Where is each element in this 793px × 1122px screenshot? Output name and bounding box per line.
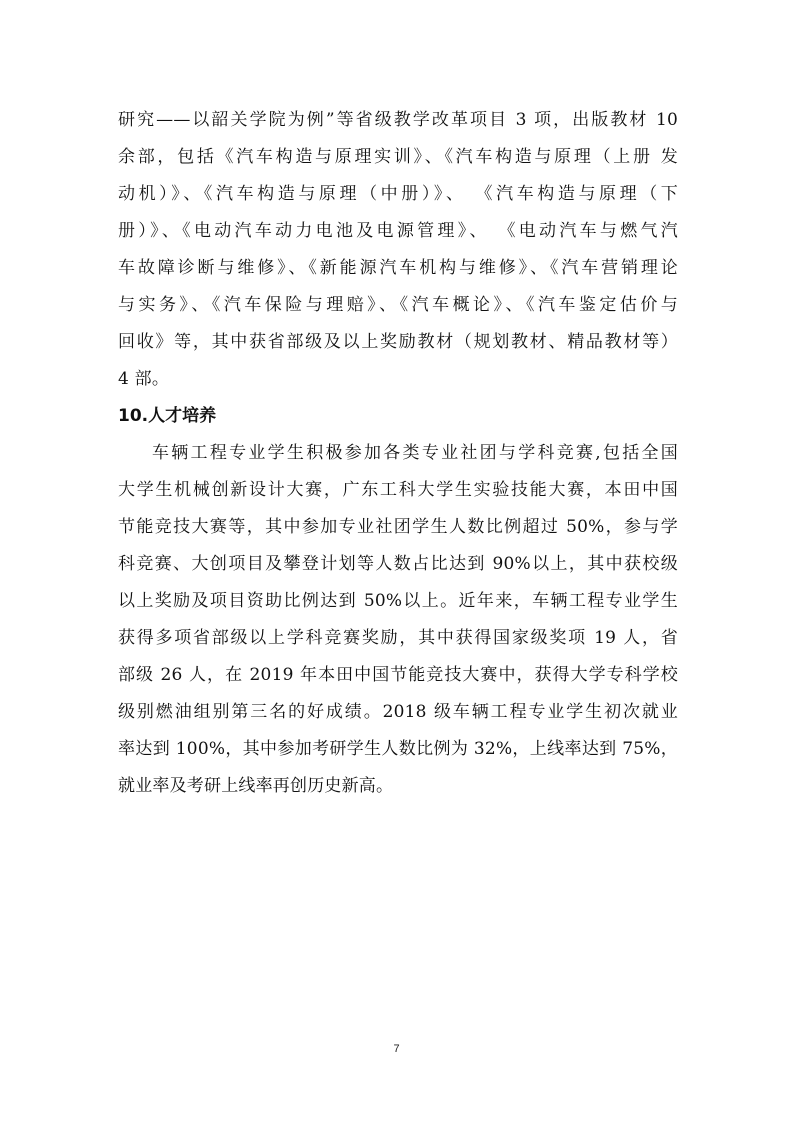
text-line: 大学生机械创新设计大赛，广东工科大学生实验技能大赛，本田中国 <box>118 480 678 500</box>
text-line: 册）》、《电动汽车动力电池及电源管理》、 《电动汽车与燃气汽 <box>118 221 678 241</box>
paragraph-talent-cultivation <box>118 435 678 805</box>
text-line: 级别燃油组别第三名的好成绩。2018 级车辆工程专业学生初次就业 <box>118 702 678 722</box>
text-line: 节能竞技大赛等，其中参加专业社团学生人数比例超过 50%，参与学 <box>118 517 678 537</box>
text-line: 以上奖励及项目资助比例达到 50%以上。近年来，车辆工程专业学生 <box>118 591 678 611</box>
text-line: 就业率及考研上线率再创历史新高。 <box>118 776 394 796</box>
text-line: 科竞赛、大创项目及攀登计划等人数占比达到 90%以上，其中获校级 <box>118 554 678 574</box>
text-line: 车故障诊断与维修》、《新能源汽车机构与维修》、《汽车营销理论 <box>118 258 678 278</box>
text-line: 车辆工程专业学生积极参加各类专业社团与学科竞赛,包括全国 <box>152 443 678 463</box>
section-heading: 10.人才培养 <box>118 406 217 426</box>
text-line: 回收》等，其中获省部级及以上奖励教材（规划教材、精品教材等） <box>118 332 678 352</box>
text-line: 部级 26 人，在 2019 年本田中国节能竞技大赛中，获得大学专科学校 <box>118 665 678 685</box>
text-line: 获得多项省部级以上学科竞赛奖励，其中获得国家级奖项 19 人，省 <box>118 628 678 648</box>
text-line: 余部，包括《汽车构造与原理实训》、《汽车构造与原理（上册 发 <box>118 147 678 167</box>
text-line: 与实务》、《汽车保险与理赔》、《汽车概论》、《汽车鉴定估价与 <box>118 295 678 315</box>
paragraph-textbooks <box>118 102 678 398</box>
page-content <box>118 102 678 805</box>
text-line: 率达到 100%，其中参加考研学生人数比例为 32%，上线率达到 75%， <box>118 739 678 759</box>
text-line: 动机）》、《汽车构造与原理（中册）》、 《汽车构造与原理（下 <box>118 184 678 204</box>
text-line: 4 部。 <box>118 369 170 389</box>
text-line: 研究——以韶关学院为例”等省级教学改革项目 3 项，出版教材 10 <box>118 110 678 130</box>
page-number: 7 <box>393 1043 400 1055</box>
